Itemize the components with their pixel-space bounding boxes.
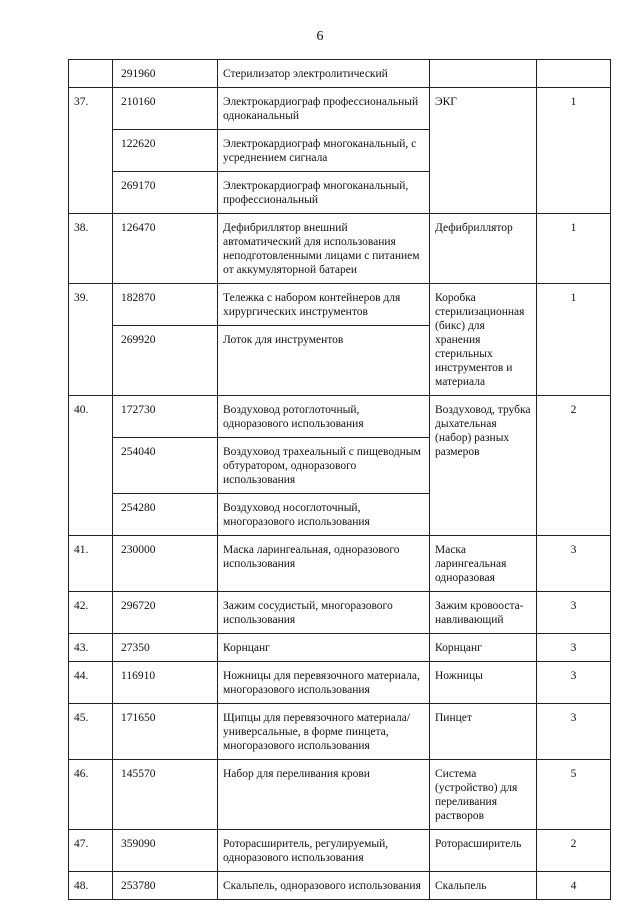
quantity: 5	[537, 760, 611, 830]
product-name: Электрокардиограф многоканальный, с усреднением сигнала	[218, 130, 430, 172]
product-name: Ножницы для перевязочного материала, многоразового использования	[218, 662, 430, 704]
device-type: Система (устройство) для переливания растворов	[430, 760, 537, 830]
device-type: ЭКГ	[430, 88, 537, 214]
product-code: 172730	[113, 396, 218, 438]
device-type: Коробка стерилизационная (бикс) для хранения стерильных инструментов и материала	[430, 284, 537, 396]
product-code: 254280	[113, 494, 218, 536]
table-row	[69, 60, 611, 88]
device-type: Роторасширитель	[430, 830, 537, 872]
table-row	[69, 396, 611, 438]
row-number: 46.	[69, 760, 113, 830]
quantity: 3	[537, 536, 611, 592]
device-type: Пинцет	[430, 704, 537, 760]
table-row	[69, 536, 611, 592]
row-number	[69, 60, 113, 88]
product-name: Набор для переливания крови	[218, 760, 430, 830]
row-number: 39.	[69, 284, 113, 396]
product-code: 27350	[113, 634, 218, 662]
product-name: Электрокардиограф многоканальный, профессиональный	[218, 172, 430, 214]
table-row	[69, 662, 611, 704]
table-row	[69, 634, 611, 662]
quantity: 4	[537, 872, 611, 900]
product-code: 122620	[113, 130, 218, 172]
product-name: Скальпель, одноразового использования	[218, 872, 430, 900]
product-name: Стерилизатор электролитический	[218, 60, 430, 88]
product-code: 253780	[113, 872, 218, 900]
product-name: Роторасширитель, регулируемый, одноразового использования	[218, 830, 430, 872]
product-code: 182870	[113, 284, 218, 326]
row-number: 43.	[69, 634, 113, 662]
product-code: 126470	[113, 214, 218, 284]
row-number: 42.	[69, 592, 113, 634]
product-code: 116910	[113, 662, 218, 704]
quantity: 1	[537, 88, 611, 214]
row-number: 45.	[69, 704, 113, 760]
row-number: 47.	[69, 830, 113, 872]
row-number: 44.	[69, 662, 113, 704]
quantity: 2	[537, 396, 611, 536]
table-row	[69, 830, 611, 872]
product-code: 230000	[113, 536, 218, 592]
device-type: Корнцанг	[430, 634, 537, 662]
device-type: Воздуховод, трубка дыхательная (набор) разных размеров	[430, 396, 537, 536]
product-name: Лоток для инструментов	[218, 326, 430, 396]
product-code: 269920	[113, 326, 218, 396]
table-row	[69, 760, 611, 830]
product-code: 145570	[113, 760, 218, 830]
table-row	[69, 214, 611, 284]
device-type: Ножницы	[430, 662, 537, 704]
product-code: 210160	[113, 88, 218, 130]
device-type: Маска ларингеальная одноразовая	[430, 536, 537, 592]
table-row	[69, 592, 611, 634]
device-type: Скальпель	[430, 872, 537, 900]
product-name: Тележка с набором контейнеров для хирургических инструментов	[218, 284, 430, 326]
quantity: 3	[537, 634, 611, 662]
product-name: Зажим сосудистый, многоразового использования	[218, 592, 430, 634]
quantity: 1	[537, 284, 611, 396]
row-number: 38.	[69, 214, 113, 284]
quantity: 3	[537, 662, 611, 704]
product-name: Электрокардиограф профессиональный одноканальный	[218, 88, 430, 130]
product-code: 359090	[113, 830, 218, 872]
product-name: Корнцанг	[218, 634, 430, 662]
product-code: 269170	[113, 172, 218, 214]
row-number: 48.	[69, 872, 113, 900]
quantity: 2	[537, 830, 611, 872]
product-name: Маска ларингеальная, одноразового использования	[218, 536, 430, 592]
device-type: Зажим кровооста-навливающий	[430, 592, 537, 634]
quantity: 1	[537, 214, 611, 284]
table-row	[69, 88, 611, 130]
row-number: 41.	[69, 536, 113, 592]
device-type: Дефибриллятор	[430, 214, 537, 284]
row-number: 40.	[69, 396, 113, 536]
product-code: 291960	[113, 60, 218, 88]
quantity: 3	[537, 592, 611, 634]
quantity	[537, 60, 611, 88]
product-name: Воздуховод носоглоточный, многоразового использования	[218, 494, 430, 536]
product-code: 254040	[113, 438, 218, 494]
product-name: Щипцы для перевязочного материала/универсальные, в форме пинцета, многоразового использования	[218, 704, 430, 760]
equipment-table	[68, 59, 611, 900]
product-name: Воздуховод трахеальный с пищеводным обтуратором, одноразового использования	[218, 438, 430, 494]
product-name: Дефибриллятор внешний автоматический для использования неподготовленными лицами с питанием от аккумуляторной батареи	[218, 214, 430, 284]
row-number: 37.	[69, 88, 113, 214]
product-name: Воздуховод ротоглоточный, одноразового использования	[218, 396, 430, 438]
page-number: 6	[316, 29, 324, 44]
table-row	[69, 872, 611, 900]
table-row	[69, 284, 611, 326]
device-type	[430, 60, 537, 88]
quantity: 3	[537, 704, 611, 760]
product-code: 296720	[113, 592, 218, 634]
product-code: 171650	[113, 704, 218, 760]
table-row	[69, 704, 611, 760]
